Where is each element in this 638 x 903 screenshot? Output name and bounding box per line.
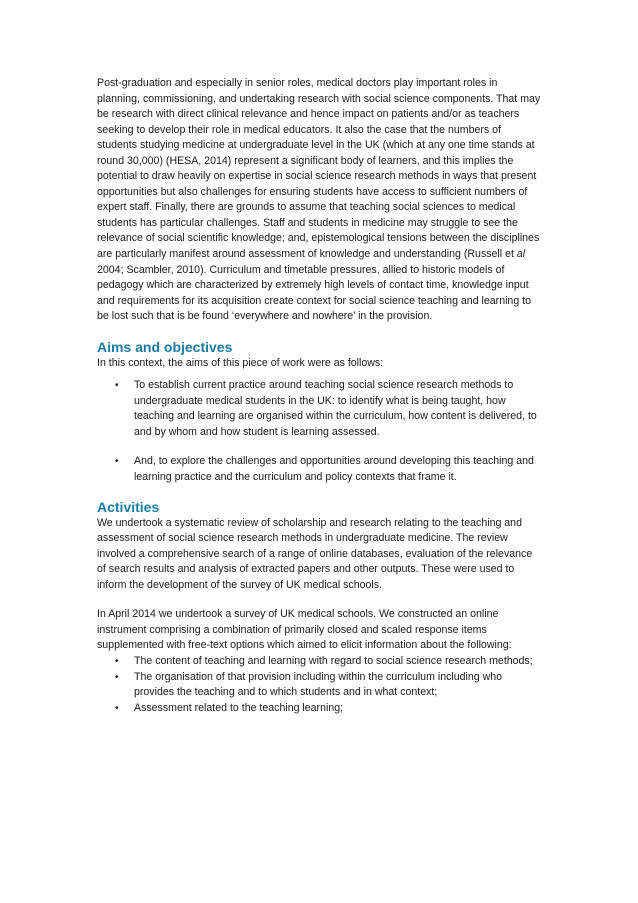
- intro-italic-text: al: [516, 248, 526, 261]
- activities-paragraph-1: We undertook a systematic review of scholarship and research relating to the teaching and assessment of social science research methods in undergraduate medicine. The review involved a comprehensive search of a range of online databases, evaluation of the relevance of search results and analysis of extracted papers and other outputs. These were used to inform the development of the survey of UK medical schools.: [97, 516, 533, 591]
- bullet-icon: •: [115, 702, 119, 714]
- intro-paragraph: [97, 76, 543, 325]
- survey-item-text: Assessment related to the teaching learning;: [134, 701, 344, 714]
- list-item: [97, 378, 543, 440]
- list-item: [97, 654, 543, 670]
- aims-item-text: And, to explore the challenges and opportunities around developing this teaching and learning practice and the curriculum and policy contexts that frame it.: [134, 455, 534, 484]
- activities-paragraph-2: In April 2014 we undertook a survey of UK medical schools. We constructed an online instrument comprising a combination of primarily closed and scaled response items supplemented with free-text options which aimed to elicit information about the following:: [97, 608, 512, 652]
- aims-item-text: To establish current practice around teaching social science research methods to undergraduate medical students in the UK: to identify what is being taught, how teaching and learning are organised within the curriculum, how content is delivered, to and by whom and how student is learning assessed.: [134, 379, 537, 438]
- activities-heading: Activities: [97, 498, 160, 515]
- document-page: [97, 76, 543, 716]
- survey-item-text: The organisation of that provision including within the curriculum including who provides the teaching and to which students and in what context;: [134, 670, 503, 699]
- survey-item-text: The content of teaching and learning with regard to social science research methods;: [134, 654, 533, 667]
- list-item: [97, 670, 543, 701]
- aims-list: [97, 378, 543, 485]
- aims-heading: Aims and objectives: [97, 338, 233, 355]
- bullet-icon: •: [115, 655, 119, 667]
- intro-text-part1: Post-graduation and especially in senior roles, medical doctors play important roles in planning, commissioning, and undertaking research with social science components. That may be research with direct clinical relevance and hence impact on patients and/or as teachers seeking to develop their role in medical educators. It also the case that the numbers of students studying medicine at undergraduate level in the UK (which at any one time stands at round 30,000) (HESA, 2014) represent a significant body of learners, and this implies the potential to draw heavily on expertise in social science research methods in ways that present opportunities but also challenges for ensuring students have access to sufficient numbers of expert staff. Finally, there are grounds to assume that teaching social sciences to medical students has particular challenges. Staff and students in medicine may struggle to see the relevance of social scientific knowledge; and, epistemological tensions between the disciplines are particularly manifest around assessment of knowledge and understanding (Russell et: [97, 77, 541, 261]
- bullet-icon: •: [115, 380, 119, 392]
- aims-lead: In this context, the aims of this piece of work were as follows:: [97, 356, 384, 369]
- list-item: [97, 701, 543, 717]
- bullet-icon: •: [115, 456, 119, 468]
- intro-text-part2: 2004; Scambler, 2010). Curriculum and timetable pressures, allied to historic models of pedagogy which are characterized by extremely high levels of contact time, knowledge input and requirements for its acquisition create context for social science teaching and learning to be lost such that is be found ‘everywhere and nowhere’ in the provision.: [97, 263, 531, 323]
- bullet-icon: •: [115, 671, 119, 683]
- list-item: [97, 454, 543, 485]
- survey-topics-list: [97, 654, 543, 716]
